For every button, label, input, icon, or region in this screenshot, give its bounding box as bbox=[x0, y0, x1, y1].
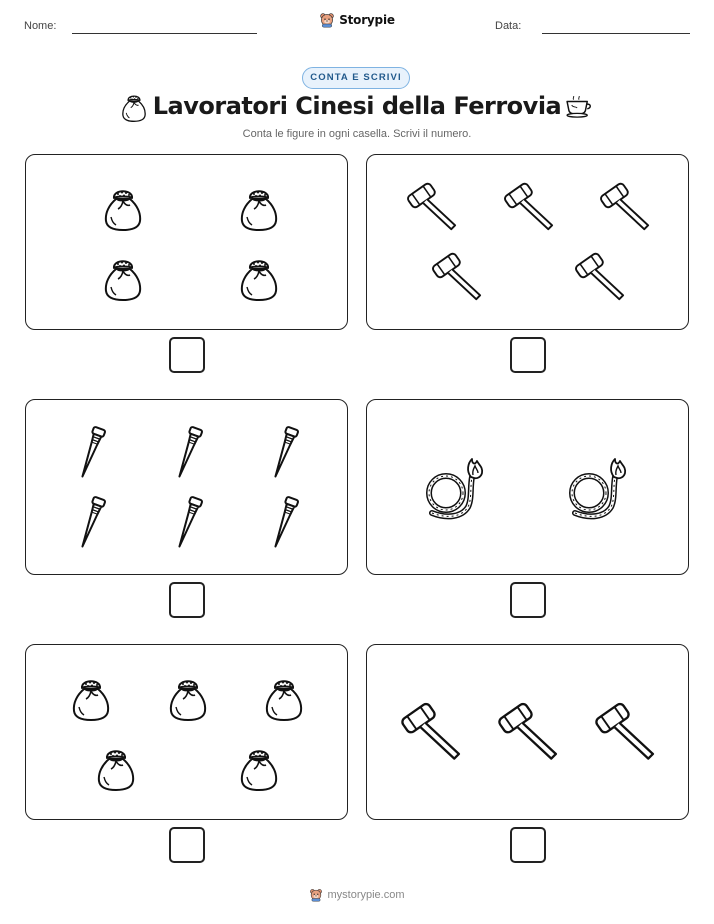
storypie-bear-icon bbox=[319, 12, 335, 28]
rice-bag-icon bbox=[168, 674, 208, 722]
railroad-spike-icon bbox=[269, 425, 299, 481]
date-line[interactable] bbox=[542, 33, 690, 34]
answer-box-3[interactable] bbox=[169, 582, 205, 618]
date-label: Data: bbox=[495, 20, 522, 32]
answer-box-6[interactable] bbox=[510, 827, 546, 863]
hammer-icon bbox=[431, 252, 483, 304]
hammer-icon bbox=[406, 182, 458, 234]
brand-logo bbox=[0, 12, 714, 33]
footer-url: mystorypie.com bbox=[327, 889, 405, 901]
railroad-spike-icon bbox=[173, 495, 203, 551]
hammer-icon bbox=[503, 182, 555, 234]
hammer-icon bbox=[574, 252, 626, 304]
hammer-icon bbox=[594, 702, 656, 764]
count-panel-2 bbox=[366, 154, 689, 330]
rice-bag-icon bbox=[103, 184, 143, 232]
railroad-spike-icon bbox=[76, 425, 106, 481]
brand-name: Storypie bbox=[339, 13, 395, 27]
fuse-rope-icon bbox=[565, 455, 635, 521]
name-line[interactable] bbox=[72, 33, 257, 34]
rice-bag-icon bbox=[71, 674, 111, 722]
count-panel-6 bbox=[366, 644, 689, 820]
answer-box-2[interactable] bbox=[510, 337, 546, 373]
storypie-bear-icon bbox=[309, 888, 323, 902]
teacup-icon bbox=[564, 96, 594, 118]
rice-bag-icon bbox=[239, 254, 279, 302]
rice-bag-icon bbox=[103, 254, 143, 302]
rice-bag-icon bbox=[239, 184, 279, 232]
fuse-rope-icon bbox=[422, 455, 492, 521]
railroad-spike-icon bbox=[269, 495, 299, 551]
hammer-icon bbox=[599, 182, 651, 234]
rice-bag-icon bbox=[264, 674, 304, 722]
count-panel-5 bbox=[25, 644, 348, 820]
footer bbox=[0, 888, 714, 905]
rice-bag-icon bbox=[239, 744, 279, 792]
hammer-icon bbox=[497, 702, 559, 764]
instructions: Conta le figure in ogni casella. Scrivi il numero. bbox=[242, 128, 472, 140]
count-panel-1 bbox=[25, 154, 348, 330]
page-title: Lavoratori Cinesi della Ferrovia bbox=[152, 92, 562, 120]
answer-box-5[interactable] bbox=[169, 827, 205, 863]
railroad-spike-icon bbox=[173, 425, 203, 481]
name-label: Nome: bbox=[24, 20, 57, 32]
activity-badge: CONTA E SCRIVI bbox=[302, 67, 410, 89]
rice-bag-icon bbox=[96, 744, 136, 792]
railroad-spike-icon bbox=[76, 495, 106, 551]
answer-box-1[interactable] bbox=[169, 337, 205, 373]
count-panel-3 bbox=[25, 399, 348, 575]
hammer-icon bbox=[400, 702, 462, 764]
answer-box-4[interactable] bbox=[510, 582, 546, 618]
count-panel-4 bbox=[366, 399, 689, 575]
